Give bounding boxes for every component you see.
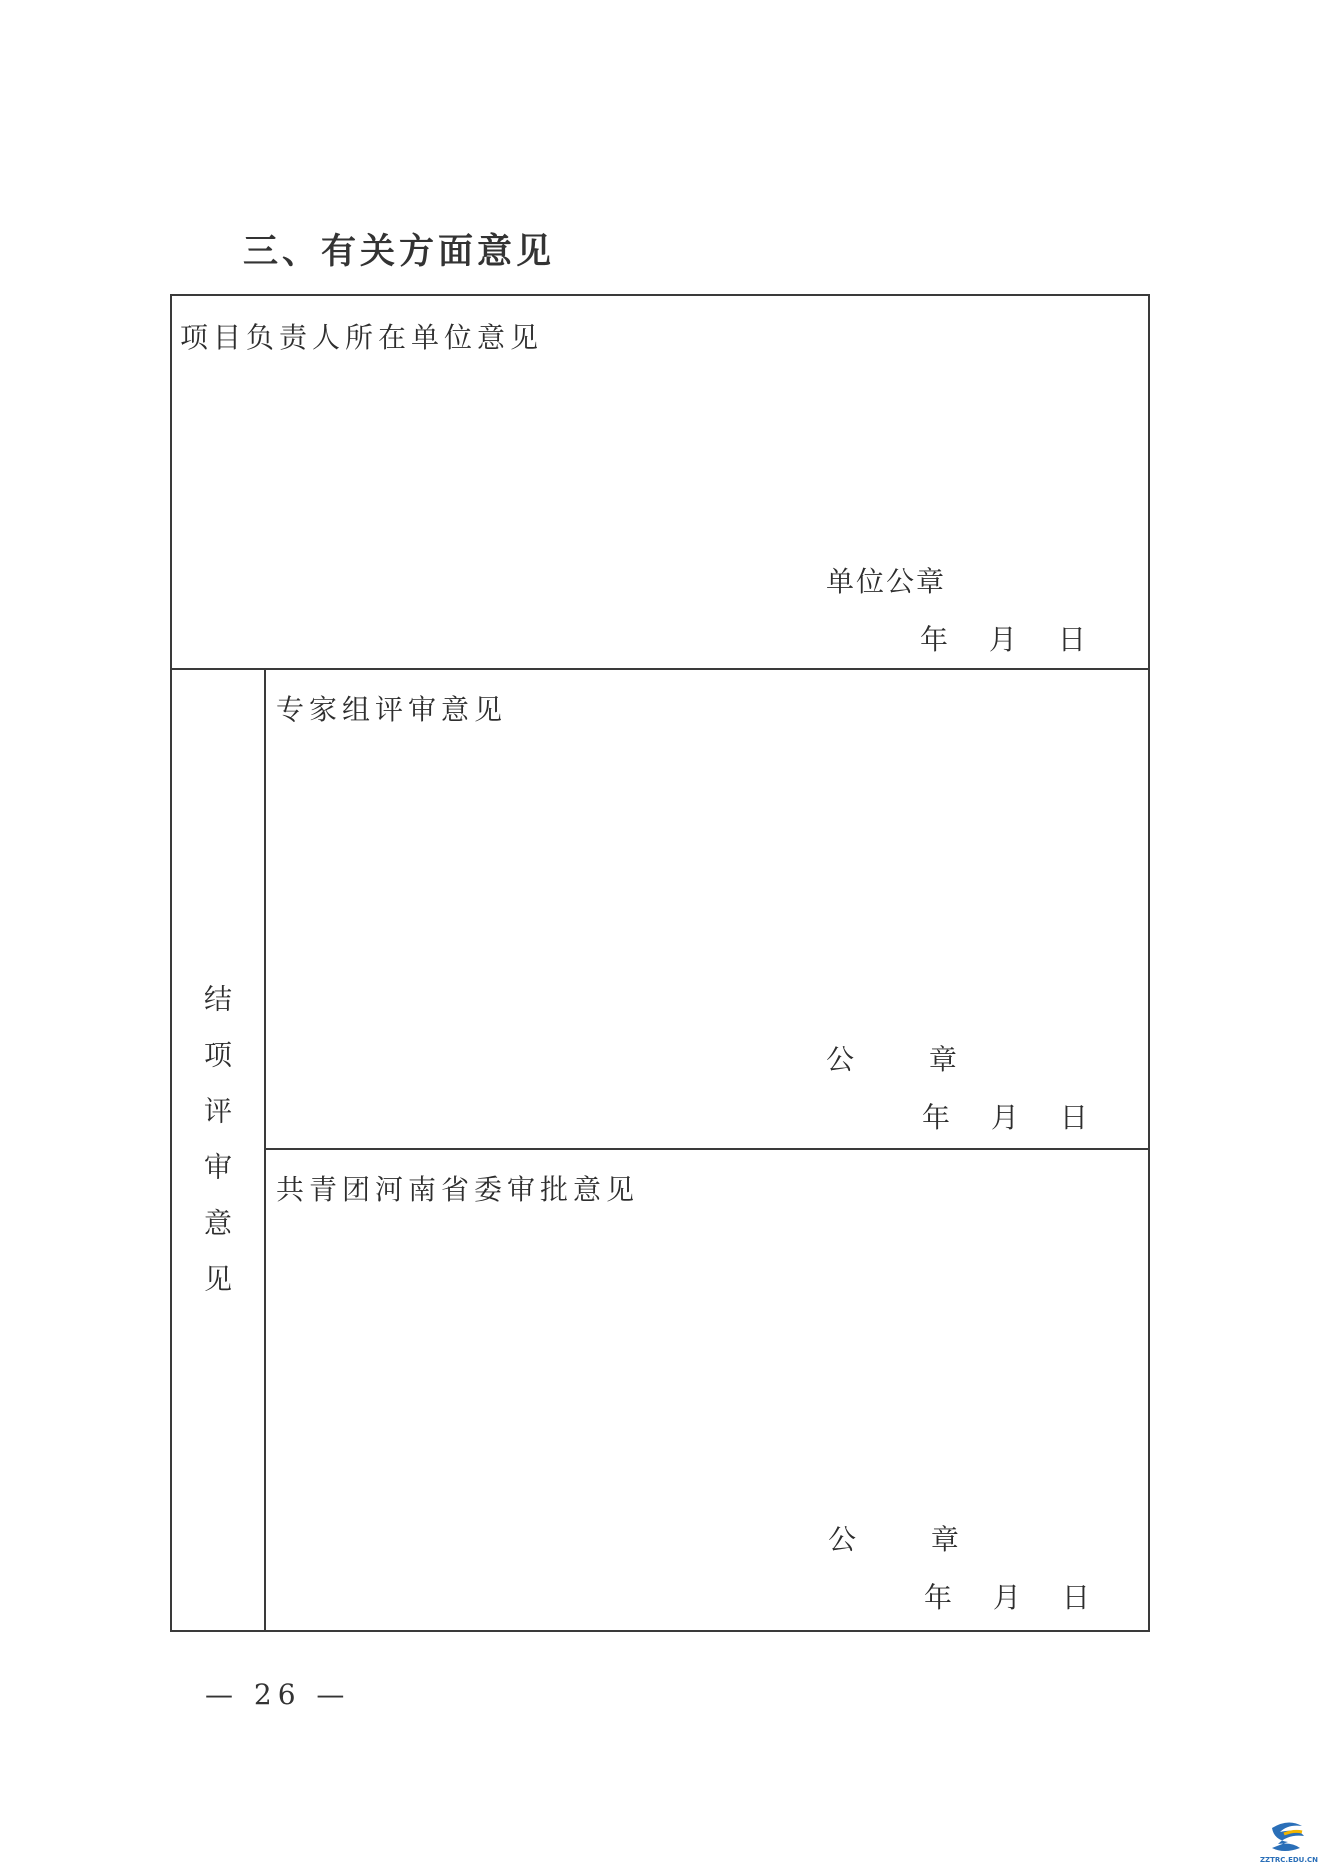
section-title: 三、有关方面意见 (243, 232, 556, 272)
row-divider-2 (264, 1148, 1148, 1150)
unit-date-month: 月 (988, 623, 1017, 656)
row-divider-1 (172, 668, 1148, 670)
expert-seal-line (826, 1038, 959, 1078)
expert-date-day: 日 (1059, 1101, 1088, 1134)
expert-seal-right: 章 (928, 1043, 959, 1076)
approval-seal-right: 章 (930, 1523, 961, 1556)
approval-opinion-label: 共青团河南省委审批意见 (276, 1173, 640, 1206)
expert-opinion-label: 专家组评审意见 (276, 693, 508, 726)
swirl-logo-icon (1258, 1818, 1320, 1858)
expert-date-line (922, 1096, 1088, 1136)
opinion-form-table (170, 294, 1150, 1632)
watermark-logo (1258, 1818, 1320, 1868)
unit-seal-label: 单位公章 (826, 565, 947, 598)
expert-date-month: 月 (990, 1101, 1019, 1134)
expert-date-year: 年 (922, 1101, 951, 1134)
unit-date-year: 年 (920, 623, 949, 656)
unit-opinion-label: 项目负责人所在单位意见 (180, 321, 544, 354)
approval-date-year: 年 (924, 1581, 953, 1614)
approval-seal-line (828, 1518, 961, 1558)
approval-seal-left: 公 (828, 1523, 859, 1556)
expert-seal-left: 公 (826, 1043, 857, 1076)
review-side-label: 结项评审意见 (200, 984, 233, 1320)
watermark-text: ZZTRC.EDU.CN (1259, 1856, 1319, 1864)
approval-date-line (924, 1576, 1090, 1616)
page-number: — 26 — (205, 1678, 351, 1711)
unit-date-line (920, 618, 1086, 658)
unit-date-day: 日 (1057, 623, 1086, 656)
approval-date-month: 月 (992, 1581, 1021, 1614)
approval-date-day: 日 (1061, 1581, 1090, 1614)
